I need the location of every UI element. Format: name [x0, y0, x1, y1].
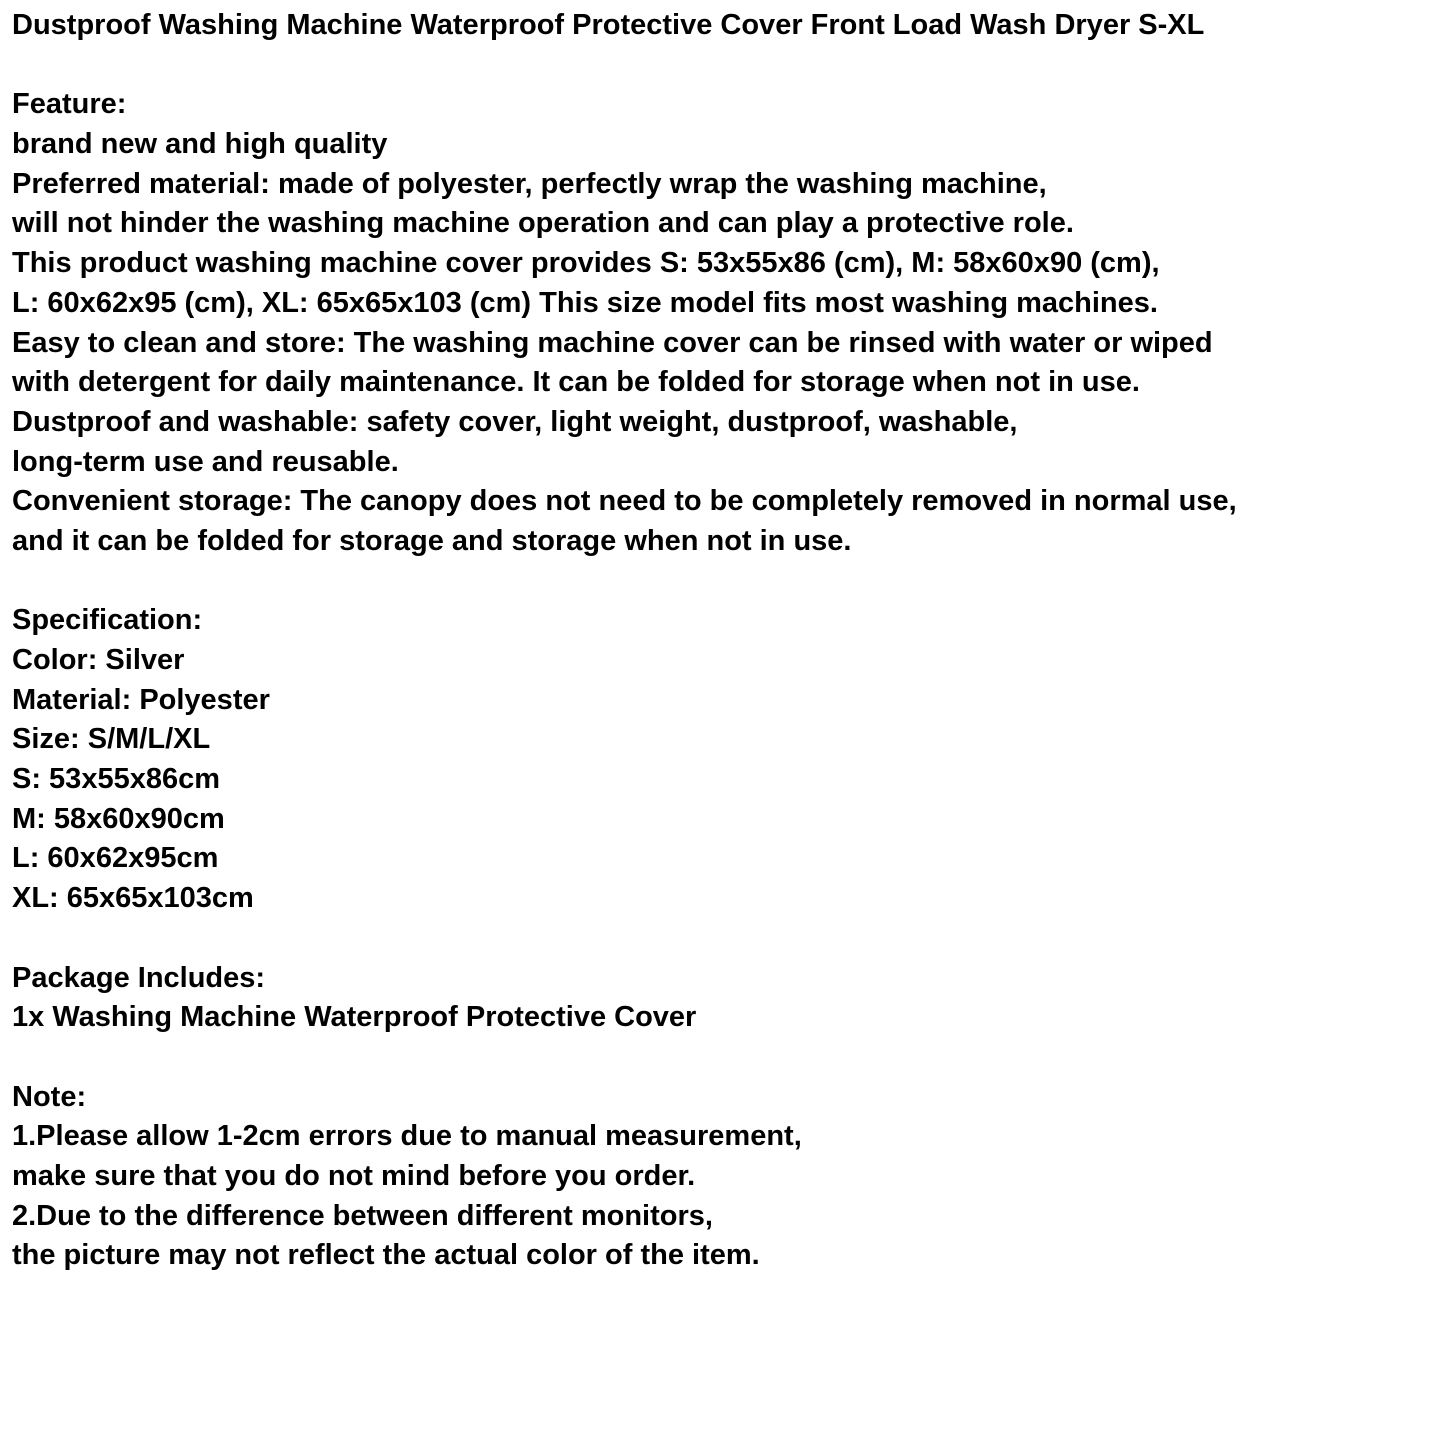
product-description	[12, 6, 1432, 1276]
note-line: 2.Due to the difference between different monitors,	[12, 1199, 713, 1232]
feature-line: long-term use and reusable.	[12, 445, 399, 478]
feature-line: Convenient storage: The canopy does not need to be completely removed in normal use,	[12, 485, 1237, 518]
note-line: 1.Please allow 1-2cm errors due to manual measurement,	[12, 1120, 802, 1153]
specification-heading: Specification:	[12, 604, 203, 637]
spacer	[12, 1038, 1432, 1078]
feature-line: Preferred material: made of polyester, perfectly wrap the washing machine,	[12, 167, 1047, 200]
spec-size-xl: XL: 65x65x103cm	[12, 882, 254, 915]
note-line: the picture may not reflect the actual color of the item.	[12, 1239, 760, 1272]
spacer	[12, 919, 1432, 959]
feature-line: and it can be folded for storage and storage when not in use.	[12, 524, 852, 557]
note-heading: Note:	[12, 1080, 87, 1113]
product-title: Dustproof Washing Machine Waterproof Protective Cover Front Load Wash Dryer S-XL	[12, 9, 1205, 41]
spec-material: Material: Polyester	[12, 683, 270, 716]
package-item: 1x Washing Machine Waterproof Protective Cover	[12, 1001, 697, 1034]
feature-line: with detergent for daily maintenance. It can be folded for storage when not in use.	[12, 366, 1140, 399]
spec-size: Size: S/M/L/XL	[12, 723, 211, 756]
note-line: make sure that you do not mind before you order.	[12, 1159, 696, 1192]
spec-size-l: L: 60x62x95cm	[12, 842, 219, 875]
spacer	[12, 562, 1432, 602]
package-heading: Package Includes:	[12, 961, 266, 994]
feature-heading: Feature:	[12, 88, 127, 121]
specification-section	[12, 601, 1432, 919]
note-section	[12, 1078, 1432, 1276]
feature-line: brand new and high quality	[12, 128, 388, 161]
feature-line: Dustproof and washable: safety cover, light weight, dustproof, washable,	[12, 405, 1018, 438]
spec-size-m: M: 58x60x90cm	[12, 802, 225, 835]
spacer	[12, 46, 1432, 86]
feature-section	[12, 85, 1432, 561]
feature-line: will not hinder the washing machine operation and can play a protective role.	[12, 207, 1074, 240]
spec-color: Color: Silver	[12, 644, 185, 676]
feature-line: This product washing machine cover provides S: 53x55x86 (cm), M: 58x60x90 (cm),	[12, 247, 1160, 280]
feature-line: Easy to clean and store: The washing machine cover can be rinsed with water or wiped	[12, 326, 1213, 359]
feature-line: L: 60x62x95 (cm), XL: 65x65x103 (cm) This size model fits most washing machines.	[12, 286, 1158, 319]
spec-size-s: S: 53x55x86cm	[12, 763, 220, 796]
package-section	[12, 959, 1432, 1038]
